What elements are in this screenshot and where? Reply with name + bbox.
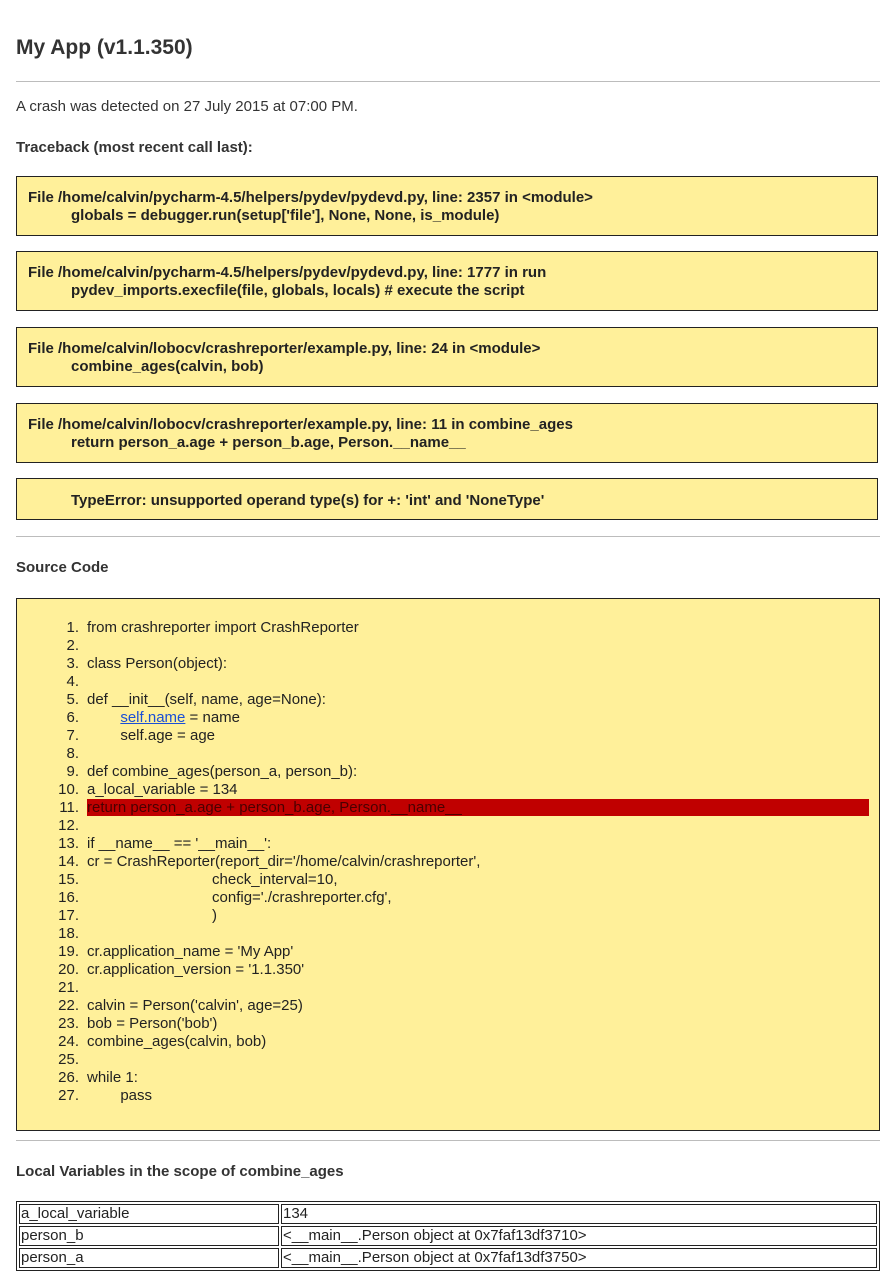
line-text: cr.application_name = 'My App' [87,943,294,960]
error-box [16,478,878,520]
line-number: 18. [58,925,79,942]
source-line [17,727,879,745]
line-text: if __name__ == '__main__': [87,835,272,852]
source-line [17,817,879,835]
divider [16,81,880,82]
line-number: 16. [58,889,79,906]
source-line [17,925,879,943]
frame-code-line: pydev_imports.execfile(file, globals, locals) # execute the script [71,282,525,299]
line-number: 5. [66,691,79,708]
source-code-box [16,598,880,1131]
line-number: 12. [58,817,79,834]
frame-file-line: File /home/calvin/pycharm-4.5/helpers/pydev/pydevd.py, line: 1777 in run [28,264,547,281]
line-text: combine_ages(calvin, bob) [87,1033,267,1050]
line-text: bob = Person('bob') [87,1015,218,1032]
line-number: 17. [58,907,79,924]
line-text: class Person(object): [87,655,228,672]
frame-code-line: globals = debugger.run(setup['file'], None, None, is_module) [71,207,500,224]
line-number: 2. [66,637,79,654]
source-heading: Source Code [16,559,109,576]
frame-file-line: File /home/calvin/pycharm-4.5/helpers/pydev/pydevd.py, line: 2357 in <module> [28,189,593,206]
frame-code-line: combine_ages(calvin, bob) [71,358,264,375]
line-number: 21. [58,979,79,996]
source-line [17,763,879,781]
source-line [17,835,879,853]
line-number: 11. [59,799,79,816]
source-line [17,709,879,727]
line-number: 23. [58,1015,79,1032]
line-text: self.age = age [87,727,215,744]
traceback-heading: Traceback (most recent call last): [16,139,253,156]
divider [16,1140,880,1141]
source-line [17,637,879,655]
frame-file-line: File /home/calvin/lobocv/crashreporter/example.py, line: 24 in <module> [28,340,541,357]
line-text: calvin = Person('calvin', age=25) [87,997,303,1014]
line-number: 15. [58,871,79,888]
source-line [17,1015,879,1033]
line-number: 26. [58,1069,79,1086]
line-text: config='./crashreporter.cfg', [87,889,392,906]
line-text: while 1: [87,1069,138,1086]
line-number: 9. [66,763,79,780]
variable-value: <__main__.Person object at 0x7faf13df3750> [281,1248,877,1268]
line-text: cr = CrashReporter(report_dir='/home/calvin/crashreporter', [87,853,481,870]
line-text: def __init__(self, name, age=None): [87,691,326,708]
page-title: My App (v1.1.350) [16,36,193,59]
line-text: pass [87,1087,153,1104]
line-text-rest: = name [185,709,241,726]
line-text: ) [87,907,218,924]
source-line [17,889,879,907]
divider [16,536,880,537]
line-number: 27. [58,1087,79,1104]
source-line [17,853,879,871]
traceback-frame [16,251,878,311]
line-number: 19. [58,943,79,960]
source-line [17,1051,879,1069]
locals-heading: Local Variables in the scope of combine_ages [16,1163,344,1180]
line-number: 22. [58,997,79,1014]
line-number: 1. [66,619,79,636]
variable-value: <__main__.Person object at 0x7faf13df3710> [281,1226,877,1246]
self-name-link[interactable]: self.name [120,709,186,726]
line-number: 14. [58,853,79,870]
error-message: TypeError: unsupported operand type(s) for +: 'int' and 'NoneType' [71,492,545,509]
source-line [17,871,879,889]
frame-file-line: File /home/calvin/lobocv/crashreporter/example.py, line: 11 in combine_ages [28,416,573,433]
source-line [17,799,879,817]
traceback-frame [16,327,878,387]
line-number: 24. [58,1033,79,1050]
line-text [87,709,240,727]
line-number: 25. [58,1051,79,1068]
source-line [17,979,879,997]
frame-code-line: return person_a.age + person_b.age, Person.__name__ [71,434,466,451]
source-line [17,655,879,673]
crash-message: A crash was detected on 27 July 2015 at 07:00 PM. [16,98,358,115]
table-row [19,1248,877,1268]
line-number: 13. [58,835,79,852]
line-number: 8. [66,745,79,762]
line-text: a_local_variable = 134 [87,781,238,798]
line-number: 4. [66,673,79,690]
source-line [17,1087,879,1105]
source-line [17,961,879,979]
line-number: 10. [58,781,79,798]
table-row [19,1204,877,1224]
source-line [17,619,879,637]
local-variables-table [16,1201,880,1271]
variable-value: 134 [281,1204,877,1224]
variable-name: a_local_variable [19,1204,279,1224]
source-line [17,691,879,709]
variable-name: person_a [19,1248,279,1268]
line-number: 3. [66,655,79,672]
line-text: cr.application_version = '1.1.350' [87,961,305,978]
source-line [17,1033,879,1051]
table-row [19,1226,877,1246]
line-text: def combine_ages(person_a, person_b): [87,763,358,780]
traceback-frame [16,403,878,463]
line-number: 7. [66,727,79,744]
line-text: return person_a.age + person_b.age, Person.__name__ [87,799,869,816]
variable-name: person_b [19,1226,279,1246]
source-line [17,781,879,799]
source-line [17,907,879,925]
line-number: 20. [58,961,79,978]
line-text: from crashreporter import CrashReporter [87,619,359,636]
line-number: 6. [66,709,79,726]
source-line [17,673,879,691]
source-line [17,1069,879,1087]
source-line [17,997,879,1015]
source-line [17,943,879,961]
traceback-frame [16,176,878,236]
line-text: check_interval=10, [87,871,338,888]
source-line [17,745,879,763]
